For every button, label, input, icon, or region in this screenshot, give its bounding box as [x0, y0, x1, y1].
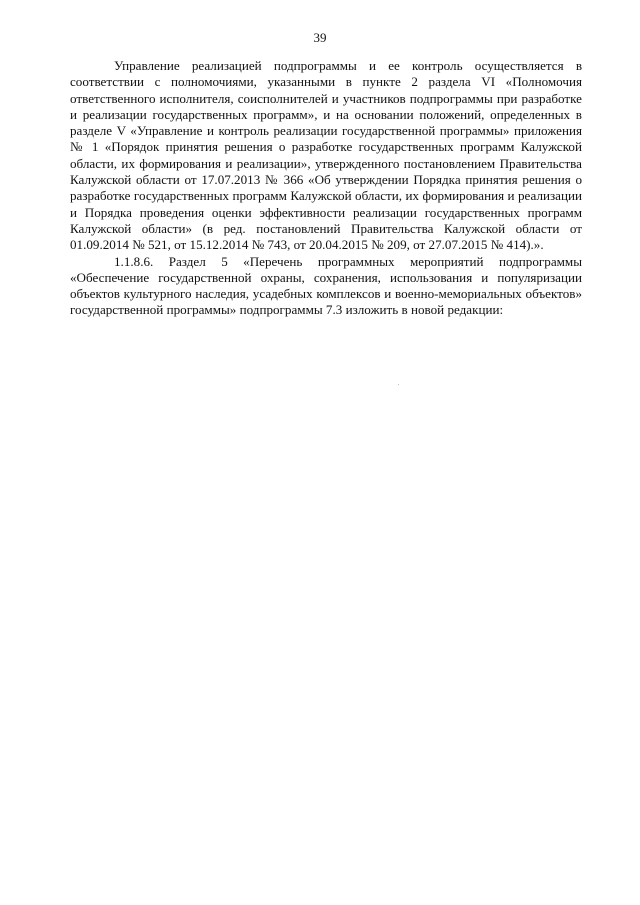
document-body	[70, 58, 582, 319]
page-number: 39	[313, 30, 327, 45]
paragraph-management: Управление реализацией подпрограммы и ее контроль осуществляется в соответствии с полномочиями, указанными в пункте 2 раздела VI «Полномочия ответственного исполнителя, соисполнителей и участников подпрограммы при разработке и реализации государственных программ», и на основании положений, определенных в разделе V «Управление и контроль реализации государственной программы» приложения № 1 «Порядок принятия решения о разработке государственных программ Калужской области, их формирования и реализации», утвержденного постановлением Правительства Калужской области от 17.07.2013 № 366 «Об утверждении Порядка принятия решения о разработке государственных программ Калужской области, их формирования и реализации и Порядка проведения оценки эффективности реализации государственных программ Калужской области» (в ред. постановлений Правительства Калужской области от 01.09.2014 № 521, от 15.12.2014 № 743, от 20.04.2015 № 209, от 27.07.2015 № 414).».	[70, 58, 582, 253]
paragraph-section-5: 1.1.8.6. Раздел 5 «Перечень программных мероприятий подпрограммы «Обеспечение государственной охраны, сохранения, использования и популяризации объектов культурного наследия, усадебных комплексов и военно-мемориальных объектов» государственной программы» подпрограммы 7.3 изложить в новой редакции:	[70, 253, 582, 318]
scan-dot	[398, 384, 399, 385]
